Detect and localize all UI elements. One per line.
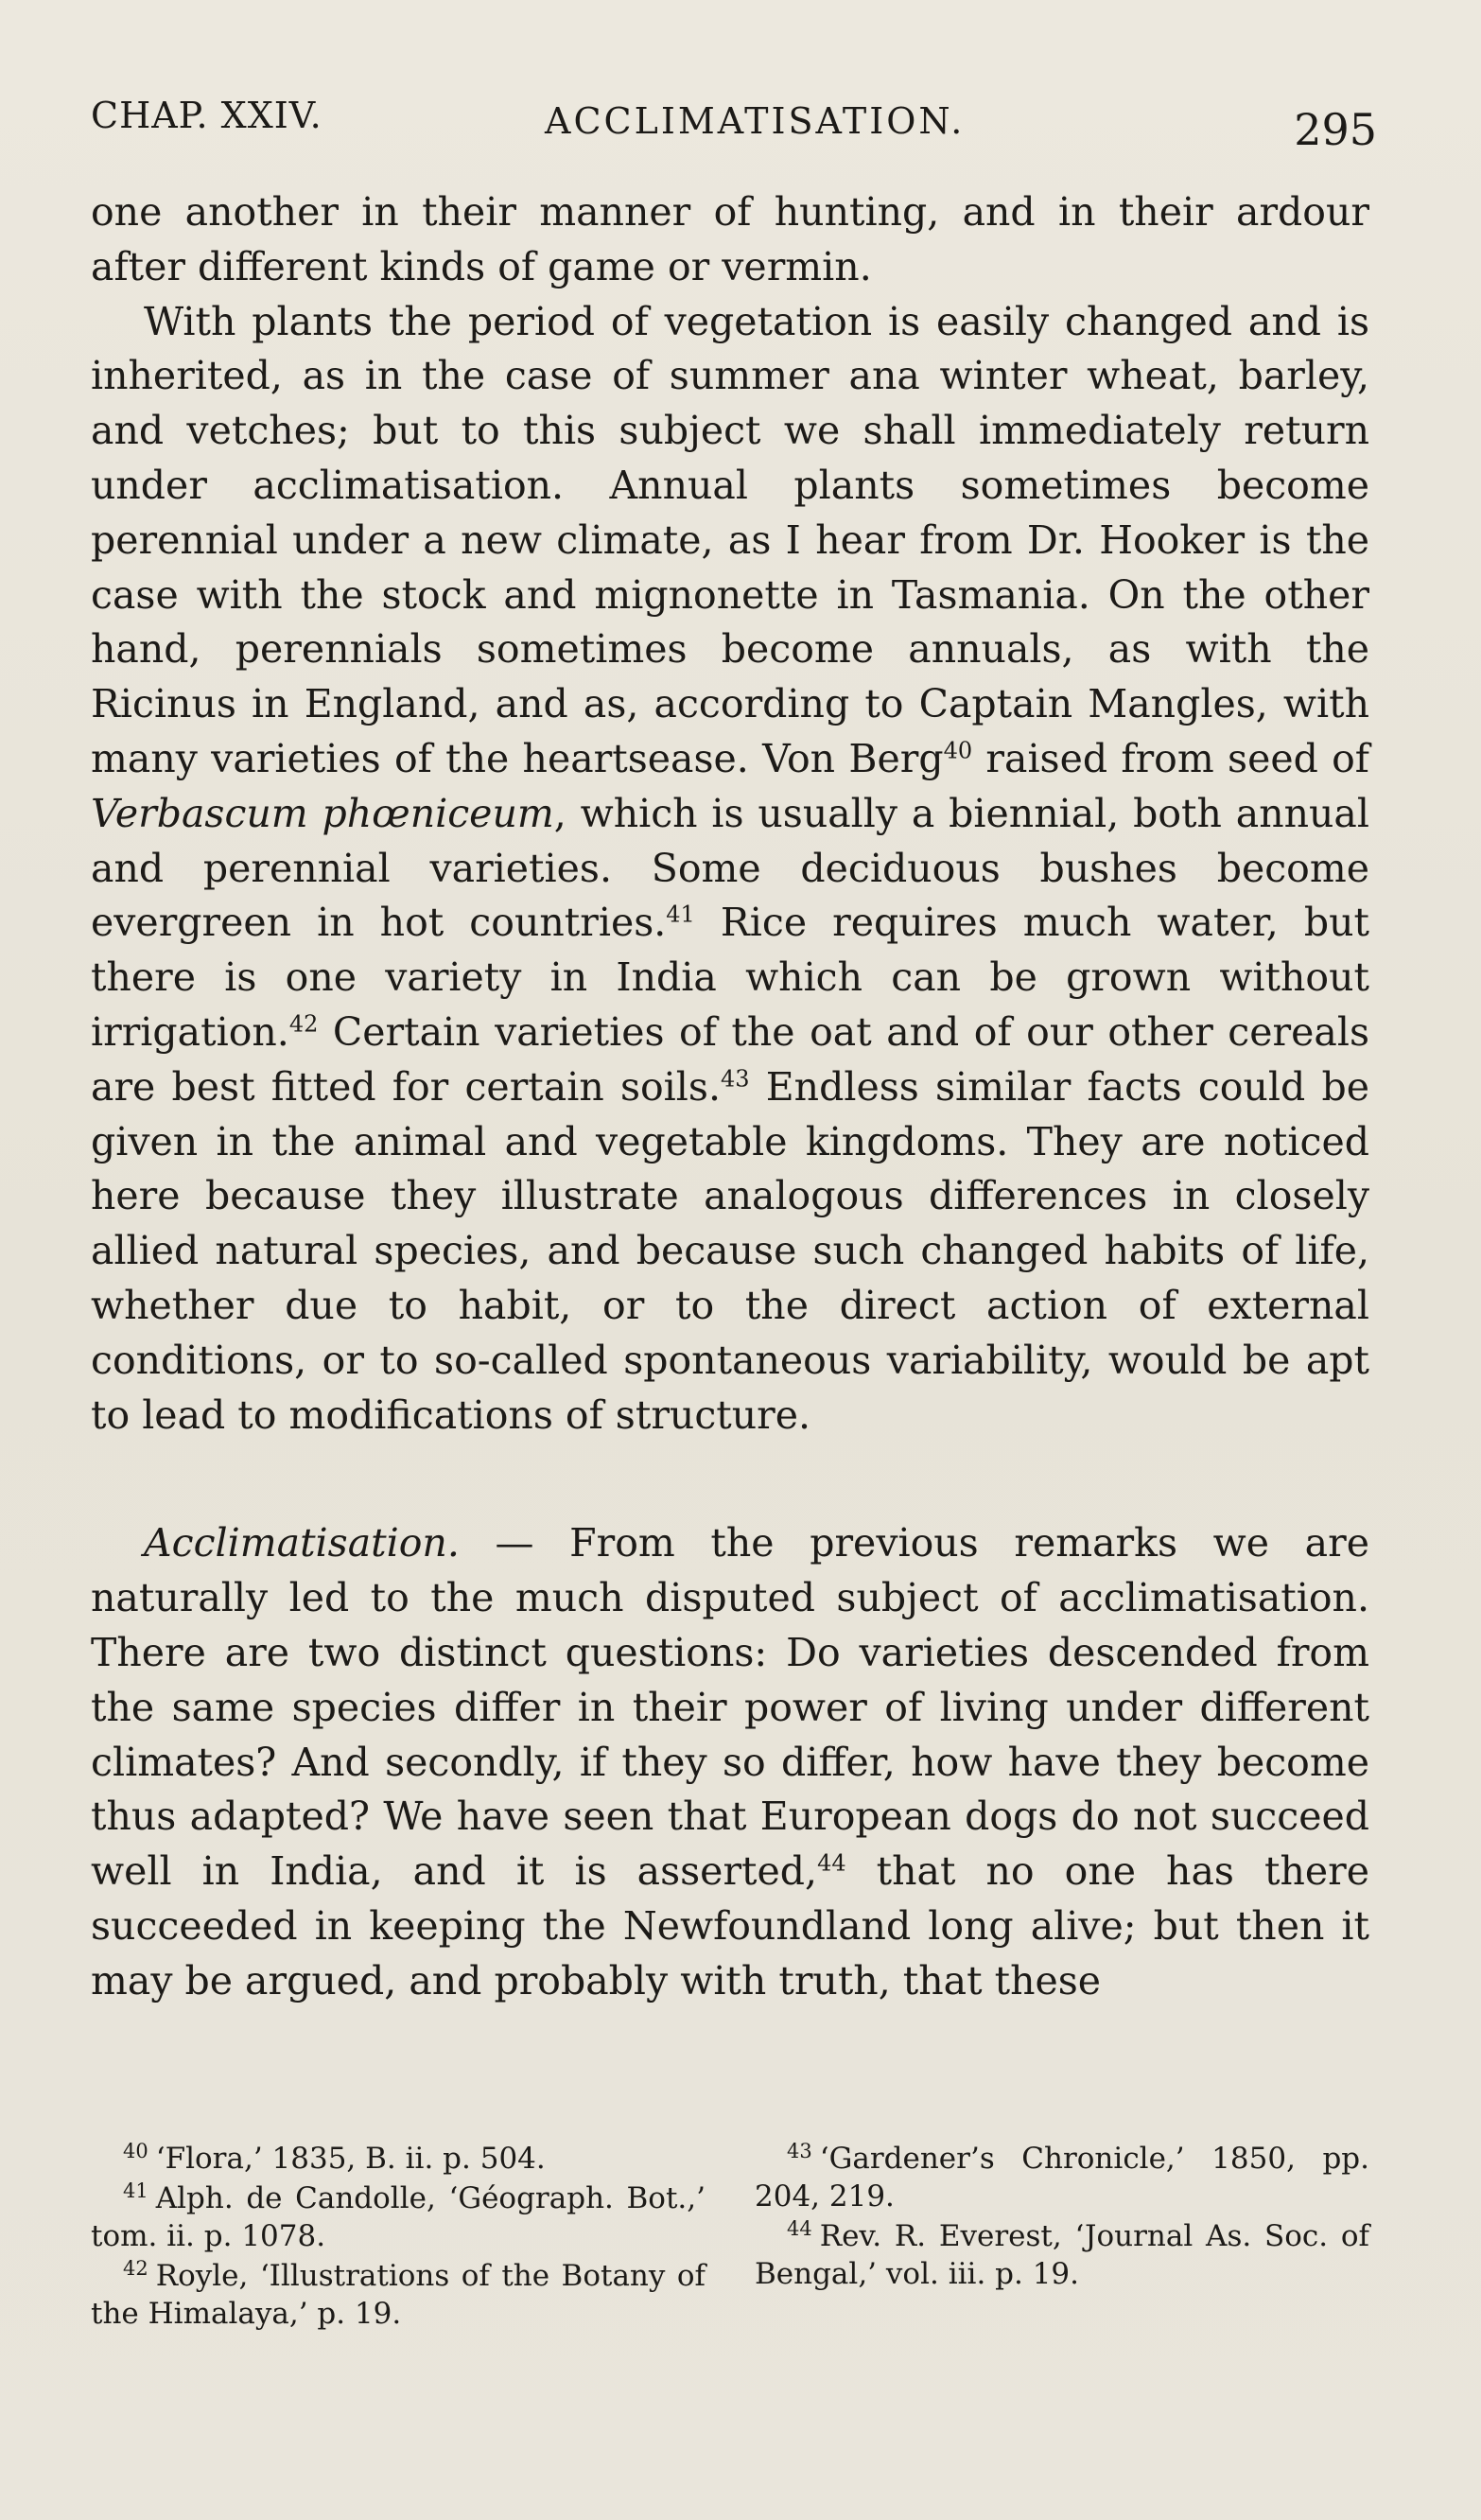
footnote-ref-44[interactable]: 44 xyxy=(817,1849,846,1877)
text-run: With plants the period of vegetation is easily changed and is inherited, as in the case of summer ana winter wheat, barley, and vetches; but to this subject we shall immediately return under acclimatisation. Annual plants sometimes become perennial under a new climate, as I hear from Dr. Hooker is the case with the stock and mignonette in Tasmania. On the other hand, perennials sometimes become annuals, as with the Ricinus in England, and as, according to Captain Mangles, with many varieties of the heartsease. Von Berg xyxy=(91,298,1369,781)
footnote-42 xyxy=(91,2257,706,2333)
section-gap xyxy=(91,1443,1369,1516)
text-run: that no one has there succeeded in keeping the Newfoundland long alive; but then it may be argued, and probably with truth, that these xyxy=(91,1848,1370,2004)
text-run: Rice requires much water, but there is one variety in India which can be grown without irrigation. xyxy=(91,900,1369,1055)
footnotes-left-column xyxy=(91,2140,706,2335)
footnotes-right-column xyxy=(755,2140,1369,2335)
body-text xyxy=(91,185,1369,2009)
footnote-number: 41 xyxy=(123,2179,148,2202)
paragraph-acclimatisation xyxy=(91,1516,1369,2008)
footnotes xyxy=(91,2140,1369,2335)
footnote-text: Rev. R. Everest, ‘Journal As. Soc. of Bengal,’ vol. iii. p. 19. xyxy=(755,2219,1369,2291)
species-name: Verbascum phœniceum xyxy=(91,790,554,836)
footnote-number: 42 xyxy=(123,2256,148,2280)
footnote-44 xyxy=(755,2217,1369,2293)
footnote-text: Royle, ‘Illustrations of the Botany of the Himalaya,’ p. 19. xyxy=(91,2259,706,2331)
footnote-number: 44 xyxy=(787,2216,812,2240)
page-number: 295 xyxy=(1294,104,1377,155)
footnote-43 xyxy=(755,2140,1369,2215)
paragraph-continuation: one another in their manner of hunting, and in their ardour after different kinds of game or vermin. xyxy=(91,189,1369,289)
footnote-40 xyxy=(91,2140,706,2178)
footnote-ref-43[interactable]: 43 xyxy=(720,1065,750,1093)
chapter-label: CHAP. XXIV. xyxy=(91,95,322,136)
footnote-41 xyxy=(91,2179,706,2255)
footnote-text: ‘Gardener’s Chronicle,’ 1850, pp. 204, 219. xyxy=(755,2142,1369,2214)
footnote-number: 43 xyxy=(787,2139,812,2162)
text-run: — From the previous remarks we are naturally led to the much disputed subject of acclimatisation. There are two distinct questions: Do varieties descended from the same species differ in their power of living under different climates? And secondly, if they so differ, how have they become thus adapted? We have seen that European dogs do not succeed well in India, and it is asserted, xyxy=(91,1520,1369,1895)
footnote-ref-42[interactable]: 42 xyxy=(288,1010,319,1038)
footnote-text: Alph. de Candolle, ‘Géograph. Bot.,’ tom. ii. p. 1078. xyxy=(91,2181,706,2253)
text-run: , which is usually a biennial, both annual and perennial varieties. Some deciduous bushes become evergreen in hot countries. xyxy=(91,790,1369,946)
paragraph-plants xyxy=(91,295,1369,1444)
footnote-text: ‘Flora,’ 1835, B. ii. p. 504. xyxy=(155,2142,546,2176)
footnote-ref-41[interactable]: 41 xyxy=(666,901,695,928)
text-run: Certain varieties of the oat and of our other cereals are best fitted for certain soils. xyxy=(91,1008,1369,1110)
footnote-ref-40[interactable]: 40 xyxy=(943,737,973,764)
running-head xyxy=(91,83,1377,159)
footnote-number: 40 xyxy=(123,2139,148,2162)
text-run: Endless similar facts could be given in the animal and vegetable kingdoms. They are noticed here because they illustrate analogous differences in closely allied natural species, and because such changed habits of life, whether due to habit, or to the direct action of external conditions, or to so-called spontaneous variability, would be apt to lead to modifications of structure. xyxy=(91,1063,1369,1438)
section-heading: Acclimatisation. xyxy=(144,1520,460,1566)
running-title: ACCLIMATISATION. xyxy=(545,100,966,142)
text-run: raised from seed of xyxy=(972,735,1369,781)
